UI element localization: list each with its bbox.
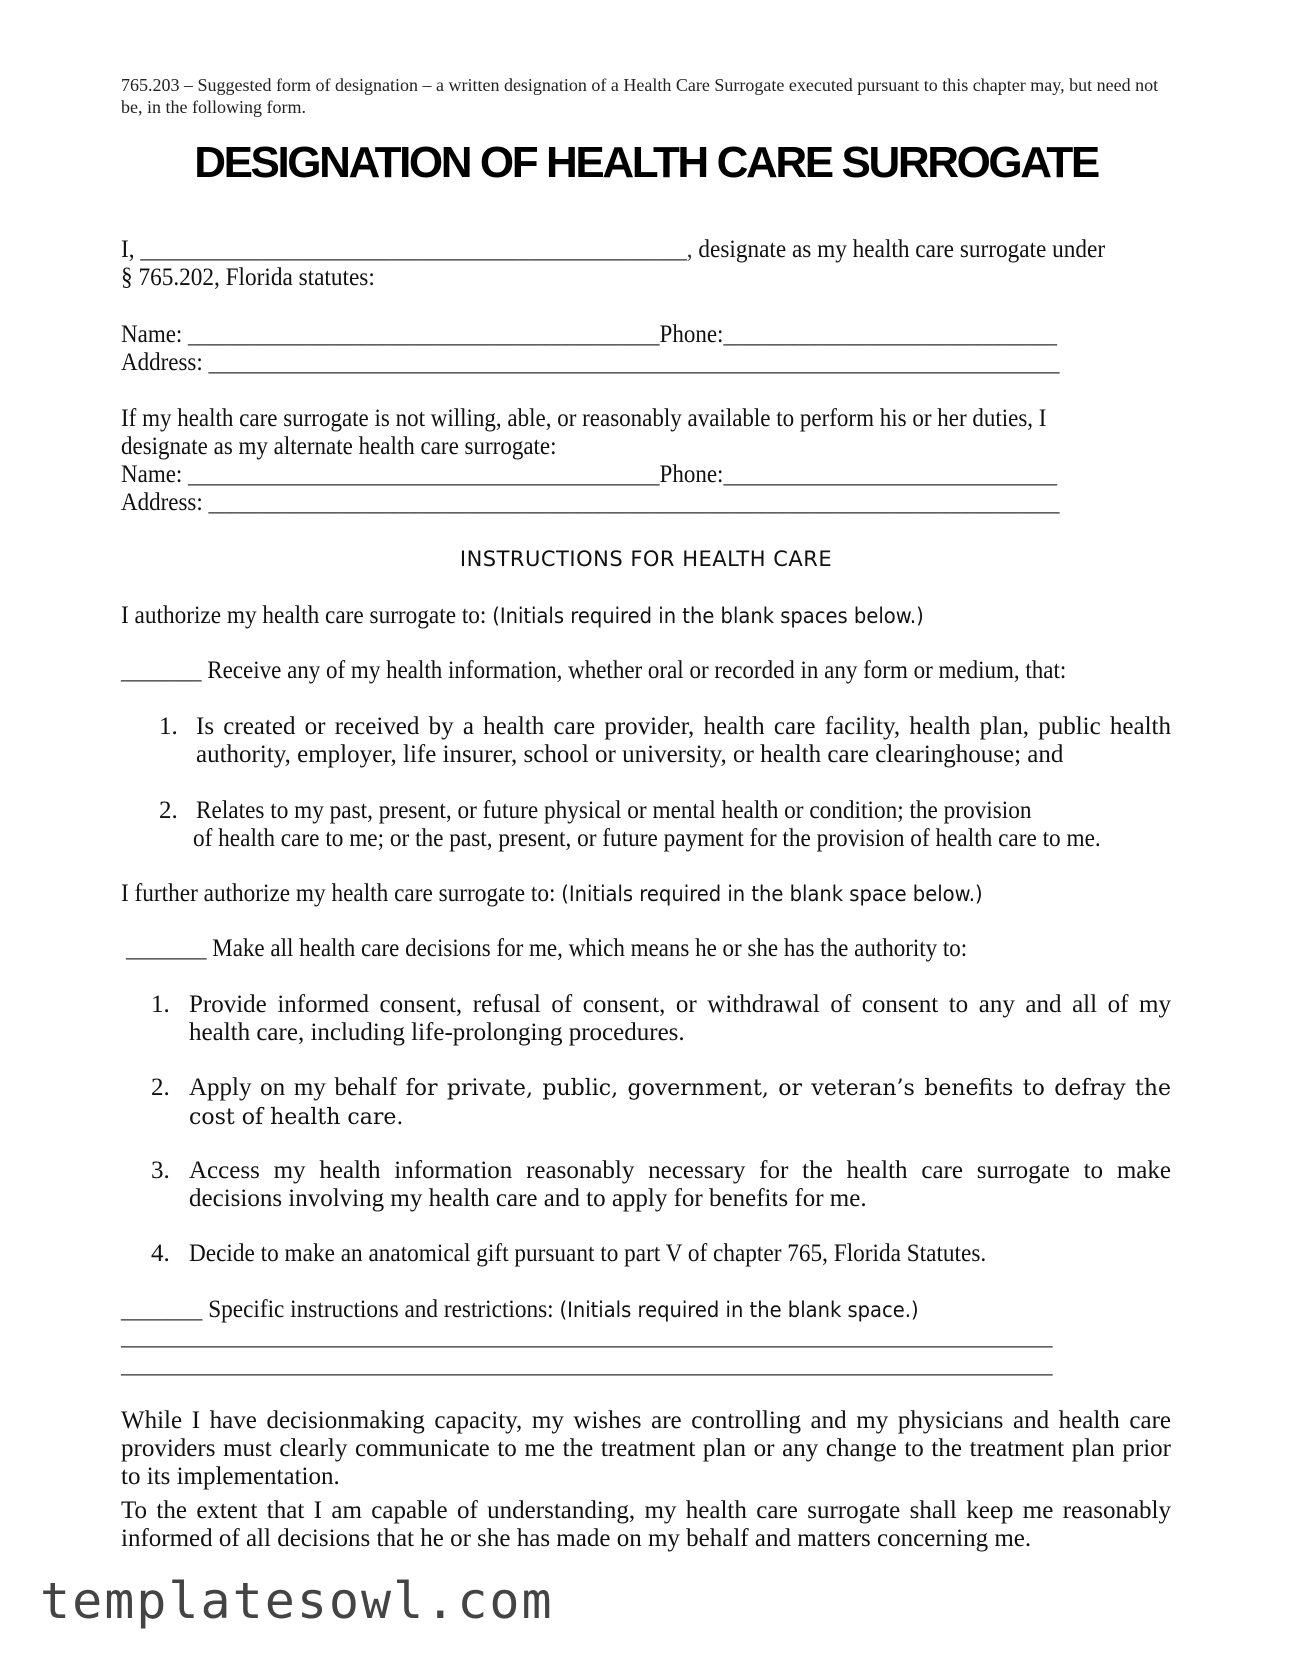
alternate-text-line1: If my health care surrogate is not willing, able, or reasonably available to perform his or her duties, I bbox=[121, 405, 1047, 432]
specific-note: (Initials required in the blank space.) bbox=[559, 1298, 919, 1322]
primary-address-label: Address: bbox=[121, 349, 203, 376]
further-authorize-text: I further authorize my health care surrogate to: bbox=[121, 880, 556, 907]
receive-item-2-number: 2. bbox=[159, 797, 178, 824]
authorize-note: (Initials required in the blank spaces below.) bbox=[492, 604, 924, 628]
alternate-name-row bbox=[121, 461, 1138, 489]
intro-statute: § 765.202, Florida statutes: bbox=[121, 264, 375, 291]
receive-item-1-number: 1. bbox=[159, 713, 178, 740]
alternate-address-label: Address: bbox=[121, 489, 203, 516]
further-authorize-note: (Initials required in the blank space below.) bbox=[561, 882, 983, 906]
specific-instructions-field-2[interactable]: _________________________________________________________________________________ bbox=[121, 1351, 1053, 1378]
authorize-text: I authorize my health care surrogate to: bbox=[121, 602, 487, 629]
decisions-initials-field[interactable]: _______ bbox=[126, 935, 207, 962]
intro-prefix: I, bbox=[121, 236, 135, 263]
specific-instructions-field-1[interactable]: _________________________________________________________________________________ bbox=[121, 1323, 1053, 1350]
decision-item-1-text: Provide informed consent, refusal of consent, or withdrawal of consent to any and all of my health care, including life-prolonging procedures. bbox=[189, 991, 1171, 1046]
statute-note: 765.203 – Suggested form of designation – a written designation of a Health Care Surrogate executed pursuant to this chapter may, but need not be, in the following form. bbox=[121, 75, 1159, 117]
decision-item-1-number: 1. bbox=[151, 991, 170, 1018]
receive-item-2-line2: of health care to me; or the past, present, or future payment for the provision of health care to me. bbox=[193, 825, 1101, 852]
alternate-text-line2: designate as my alternate health care surrogate: bbox=[121, 433, 557, 460]
primary-address-row bbox=[121, 349, 1141, 377]
instructions-heading: INSTRUCTIONS FOR HEALTH CARE bbox=[459, 547, 833, 571]
authorize-line bbox=[121, 602, 984, 630]
decisions-text: Make all health care decisions for me, which means he or she has the authority to: bbox=[212, 935, 968, 962]
receive-text: Receive any of my health information, whether oral or recorded in any form or medium, that: bbox=[207, 657, 1067, 684]
decision-item-4-number: 4. bbox=[151, 1240, 170, 1267]
receive-item-1-text: Is created or received by a health care provider, health care facility, health plan, public health authority, employer, life insurer, school or university, or health care clearinghouse; and bbox=[196, 713, 1171, 768]
specific-text: Specific instructions and restrictions: bbox=[208, 1296, 554, 1323]
decision-item-3-number: 3. bbox=[151, 1157, 170, 1184]
alternate-phone-field[interactable]: _____________________________ bbox=[723, 461, 1057, 488]
receive-line bbox=[121, 657, 1148, 685]
alternate-phone-label: Phone: bbox=[659, 461, 724, 488]
decision-item-2-number: 2. bbox=[151, 1074, 170, 1101]
decision-item-4-text: Decide to make an anatomical gift pursuant to part V of chapter 765, Florida Statutes. bbox=[189, 1240, 987, 1267]
receive-item-2-line1: Relates to my past, present, or future physical or mental health or condition; the provision bbox=[196, 797, 1032, 824]
further-authorize-line bbox=[121, 880, 1047, 908]
intro-line bbox=[121, 236, 1179, 264]
receive-initials-field[interactable]: _______ bbox=[121, 657, 202, 684]
informed-paragraph: To the extent that I am capable of understanding, my health care surrogate shall keep me reasonably informed of all decisions that he or she has made on my behalf and matters concerning me. bbox=[121, 1497, 1171, 1552]
alternate-name-label: Name: bbox=[121, 461, 183, 488]
watermark: templatesowl.com bbox=[40, 1572, 554, 1630]
primary-phone-label: Phone: bbox=[659, 321, 724, 348]
primary-address-field[interactable]: __________________________________________________________________________ bbox=[208, 349, 1060, 376]
decisions-line bbox=[126, 935, 1040, 963]
primary-name-row bbox=[121, 321, 1138, 349]
principal-name-field[interactable]: _______________________________________________, bbox=[140, 236, 693, 263]
alternate-address-row bbox=[121, 489, 1141, 517]
specific-line bbox=[121, 1296, 979, 1324]
specific-initials-field[interactable]: _______ bbox=[121, 1296, 203, 1323]
decision-item-3-text: Access my health information reasonably necessary for the health care surrogate to make decisions involving my health care and to apply for benefits for me. bbox=[189, 1157, 1171, 1212]
intro-suffix: designate as my health care surrogate under bbox=[698, 236, 1106, 263]
decision-item-2-text-a: Apply on my behalf bbox=[189, 1074, 397, 1101]
primary-name-label: Name: bbox=[121, 321, 183, 348]
form-title: DESIGNATION OF HEALTH CARE SURROGATE bbox=[194, 138, 1098, 187]
alternate-name-field[interactable]: _________________________________________ bbox=[188, 461, 660, 488]
decision-item-2-text bbox=[189, 1074, 1171, 1132]
primary-name-field[interactable]: _________________________________________ bbox=[188, 321, 660, 348]
alternate-address-field[interactable]: __________________________________________________________________________ bbox=[208, 489, 1060, 516]
primary-phone-field[interactable]: _____________________________ bbox=[723, 321, 1057, 348]
capacity-paragraph: While I have decisionmaking capacity, my wishes are controlling and my physicians and health care providers must clearly communicate to me the treatment plan or any change to the treatment plan prior to its implementation. bbox=[121, 1407, 1171, 1490]
decision-item-2-text-b: for private, public, government, or veteran’s benefits to defray the cost of health care. bbox=[189, 1076, 1171, 1130]
